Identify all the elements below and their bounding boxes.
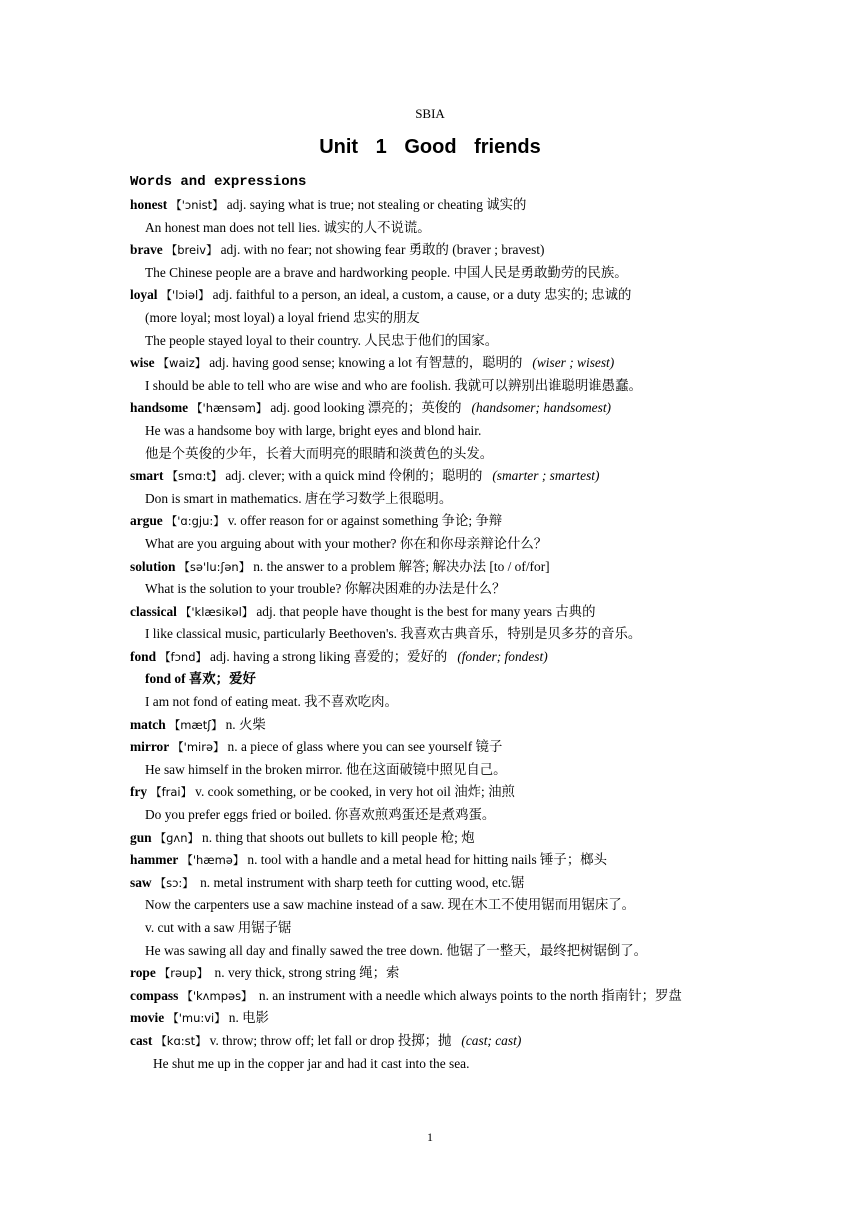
definition: v. offer reason for or against something 争论; 争辩 — [227, 513, 503, 529]
definition: n. an instrument with a needle which always points to the north 指南针；罗盘 — [255, 987, 682, 1003]
phonetic: 【'hænsəm】 — [191, 401, 268, 416]
vocab-entry — [130, 465, 735, 488]
headword: fry — [130, 784, 148, 800]
headword: mirror — [130, 739, 170, 755]
example-sentence: 他是个英俊的少年，长着大而明亮的眼睛和淡黄色的头发。 — [145, 445, 494, 461]
definition: n. 火柴 — [225, 716, 266, 732]
headword: match — [130, 716, 166, 732]
vocab-entry — [130, 284, 735, 307]
word-forms: (cast; cast) — [461, 1032, 522, 1048]
headword: cast — [130, 1032, 153, 1048]
phonetic: 【kɑ:st】 — [155, 1033, 207, 1048]
example-sentence: (more loyal; most loyal) a loyal friend 忠实的朋友 — [145, 309, 420, 325]
phonetic: 【sɔ:】 — [154, 875, 194, 890]
vocab-entry — [130, 849, 735, 872]
example-sentence: Do you prefer eggs fried or boiled. 你喜欢煎鸡蛋还是煮鸡蛋。 — [145, 807, 496, 823]
definition: adj. faithful to a person, an ideal, a custom, a cause, or a duty 忠实的; 忠诚的 — [212, 287, 632, 303]
phonetic: 【rəup】 — [158, 966, 209, 981]
definition: n. thing that shoots out bullets to kill people 枪; 炮 — [202, 829, 475, 845]
definition: adj. good looking 漂亮的；英俊的 — [270, 400, 462, 416]
phonetic: 【'klæsikəl】 — [179, 604, 254, 619]
page-header: SBIA — [415, 106, 445, 121]
definition: adj. having good sense; knowing a lot 有智慧的，聪明的 — [209, 355, 523, 371]
definition: n. a piece of glass where you can see yourself 镜子 — [227, 739, 503, 755]
phonetic: 【'ɑ:gju:】 — [165, 514, 225, 529]
headword: saw — [130, 874, 152, 890]
vocab-entry — [130, 736, 735, 759]
headword: compass — [130, 987, 179, 1003]
headword: fond — [130, 648, 157, 664]
phonetic: 【'hæmə】 — [181, 853, 245, 868]
headword: gun — [130, 829, 152, 845]
phonetic: 【'mirə】 — [172, 740, 225, 755]
definition: n. the answer to a problem 解答; 解决办法 [to / of/for] — [253, 558, 550, 574]
headword: brave — [130, 242, 163, 258]
phonetic: 【'kʌmpəs】 — [181, 988, 253, 1003]
vocab-entry — [130, 781, 735, 804]
example-sentence: He was sawing all day and finally sawed the tree down. 他锯了一整天，最终把树锯倒了。 — [145, 942, 648, 958]
section-heading: Words and expressions — [130, 174, 307, 190]
vocab-entry — [130, 352, 735, 375]
vocab-entry — [130, 827, 735, 850]
definition: adj. that people have thought is the best for many years 古典的 — [256, 603, 596, 619]
definition: adj. having a strong liking 喜爱的；爱好的 — [210, 648, 448, 664]
page-number: 1 — [427, 1130, 433, 1144]
definition: adj. with no fear; not showing fear 勇敢的 (braver ; bravest) — [220, 242, 545, 258]
definition: v. cook something, or be cooked, in very hot oil 油炸; 油煎 — [195, 784, 515, 800]
phonetic: 【mætʃ】 — [168, 717, 223, 732]
example-sentence: He shut me up in the copper jar and had it cast into the sea. — [153, 1055, 470, 1071]
headword: honest — [130, 197, 168, 212]
example-sentence: The people stayed loyal to their country. 人民忠于他们的国家。 — [145, 332, 499, 348]
vocab-entry — [130, 510, 735, 533]
example-sentence: An honest man does not tell lies. 诚实的人不说谎。 — [145, 219, 431, 235]
headword: hammer — [130, 852, 179, 868]
definition: n. metal instrument with sharp teeth for cutting wood, etc.锯 — [196, 874, 525, 890]
example-sentence: I should be able to tell who are wise and who are foolish. 我就可以辨别出谁聪明谁愚蠢。 — [145, 377, 642, 393]
vocab-entry — [130, 397, 735, 420]
phonetic: 【sə'lu:ʃən】 — [178, 559, 251, 574]
phonetic: 【waiz】 — [157, 356, 207, 371]
vocab-entry — [130, 1007, 735, 1030]
vocab-entry — [130, 601, 735, 624]
example-sentence: I am not fond of eating meat. 我不喜欢吃肉。 — [145, 694, 398, 710]
example-sentence: What are you arguing about with your mother? 你在和你母亲辩论什么？ — [145, 535, 548, 551]
example-sentence: He was a handsome boy with large, bright eyes and blond hair. — [145, 422, 482, 438]
word-forms: (smarter ; smartest) — [492, 468, 600, 484]
vocab-entry — [130, 556, 735, 579]
phonetic: 【'ɔnist】 — [170, 198, 224, 212]
phonetic: 【'lɔiəl】 — [160, 288, 210, 303]
headword: solution — [130, 558, 176, 574]
example-sentence: Now the carpenters use a saw machine instead of a saw. 现在木工不使用锯而用锯床了。 — [145, 897, 636, 913]
headword: loyal — [130, 287, 158, 303]
headword: classical — [130, 603, 177, 619]
definition: adj. saying what is true; not stealing or cheating 诚实的 — [226, 197, 527, 212]
headword: movie — [130, 1010, 165, 1026]
vocab-entry — [130, 239, 735, 262]
word-forms: (wiser ; wisest) — [532, 355, 615, 371]
vocab-entry — [130, 714, 735, 737]
definition: n. 电影 — [228, 1010, 269, 1026]
headword: rope — [130, 965, 156, 981]
word-forms: (fonder; fondest) — [457, 648, 548, 664]
vocab-entry — [130, 985, 735, 1008]
vocab-entry — [130, 1030, 735, 1053]
example-sentence: v. cut with a saw 用锯子锯 — [145, 920, 292, 935]
phonetic: 【breiv】 — [165, 243, 218, 258]
vocab-entry — [130, 872, 735, 895]
headword: handsome — [130, 400, 189, 416]
example-sentence: I like classical music, particularly Beethoven's. 我喜欢古典音乐，特别是贝多芬的音乐。 — [145, 626, 642, 642]
definition: v. throw; throw off; let fall or drop 投掷；抛 — [209, 1032, 452, 1048]
headword: smart — [130, 468, 164, 484]
example-sentence: What is the solution to your trouble? 你解决困难的办法是什么？ — [145, 581, 506, 597]
phonetic: 【fɔnd】 — [159, 649, 208, 664]
example-sentence: Don is smart in mathematics. 唐在学习数学上很聪明。 — [145, 490, 453, 506]
phrase: fond of 喜欢；爱好 — [145, 671, 256, 687]
vocab-entry — [130, 646, 735, 669]
vocab-entry — [130, 194, 735, 217]
vocabulary-list — [130, 194, 735, 1075]
word-forms: (handsomer; handsomest) — [471, 400, 612, 416]
phonetic: 【'mu:vi】 — [167, 1011, 226, 1026]
example-sentence: The Chinese people are a brave and hardworking people. 中国人民是勇敢勤劳的民族。 — [145, 264, 628, 280]
phonetic: 【frai】 — [150, 785, 193, 800]
phonetic: 【gʌn】 — [154, 830, 199, 845]
headword: wise — [130, 355, 155, 371]
definition: n. tool with a handle and a metal head for hitting nails 锤子；榔头 — [247, 852, 607, 868]
unit-title: Unit 1 Good friends — [319, 136, 541, 158]
definition: n. very thick, strong string 绳；索 — [211, 965, 400, 981]
headword: argue — [130, 513, 163, 529]
definition: adj. clever; with a quick mind 伶俐的；聪明的 — [225, 468, 483, 484]
vocab-entry — [130, 962, 735, 985]
phonetic: 【smɑ:t】 — [166, 469, 223, 484]
example-sentence: He saw himself in the broken mirror. 他在这面破镜中照见自己。 — [145, 761, 507, 777]
